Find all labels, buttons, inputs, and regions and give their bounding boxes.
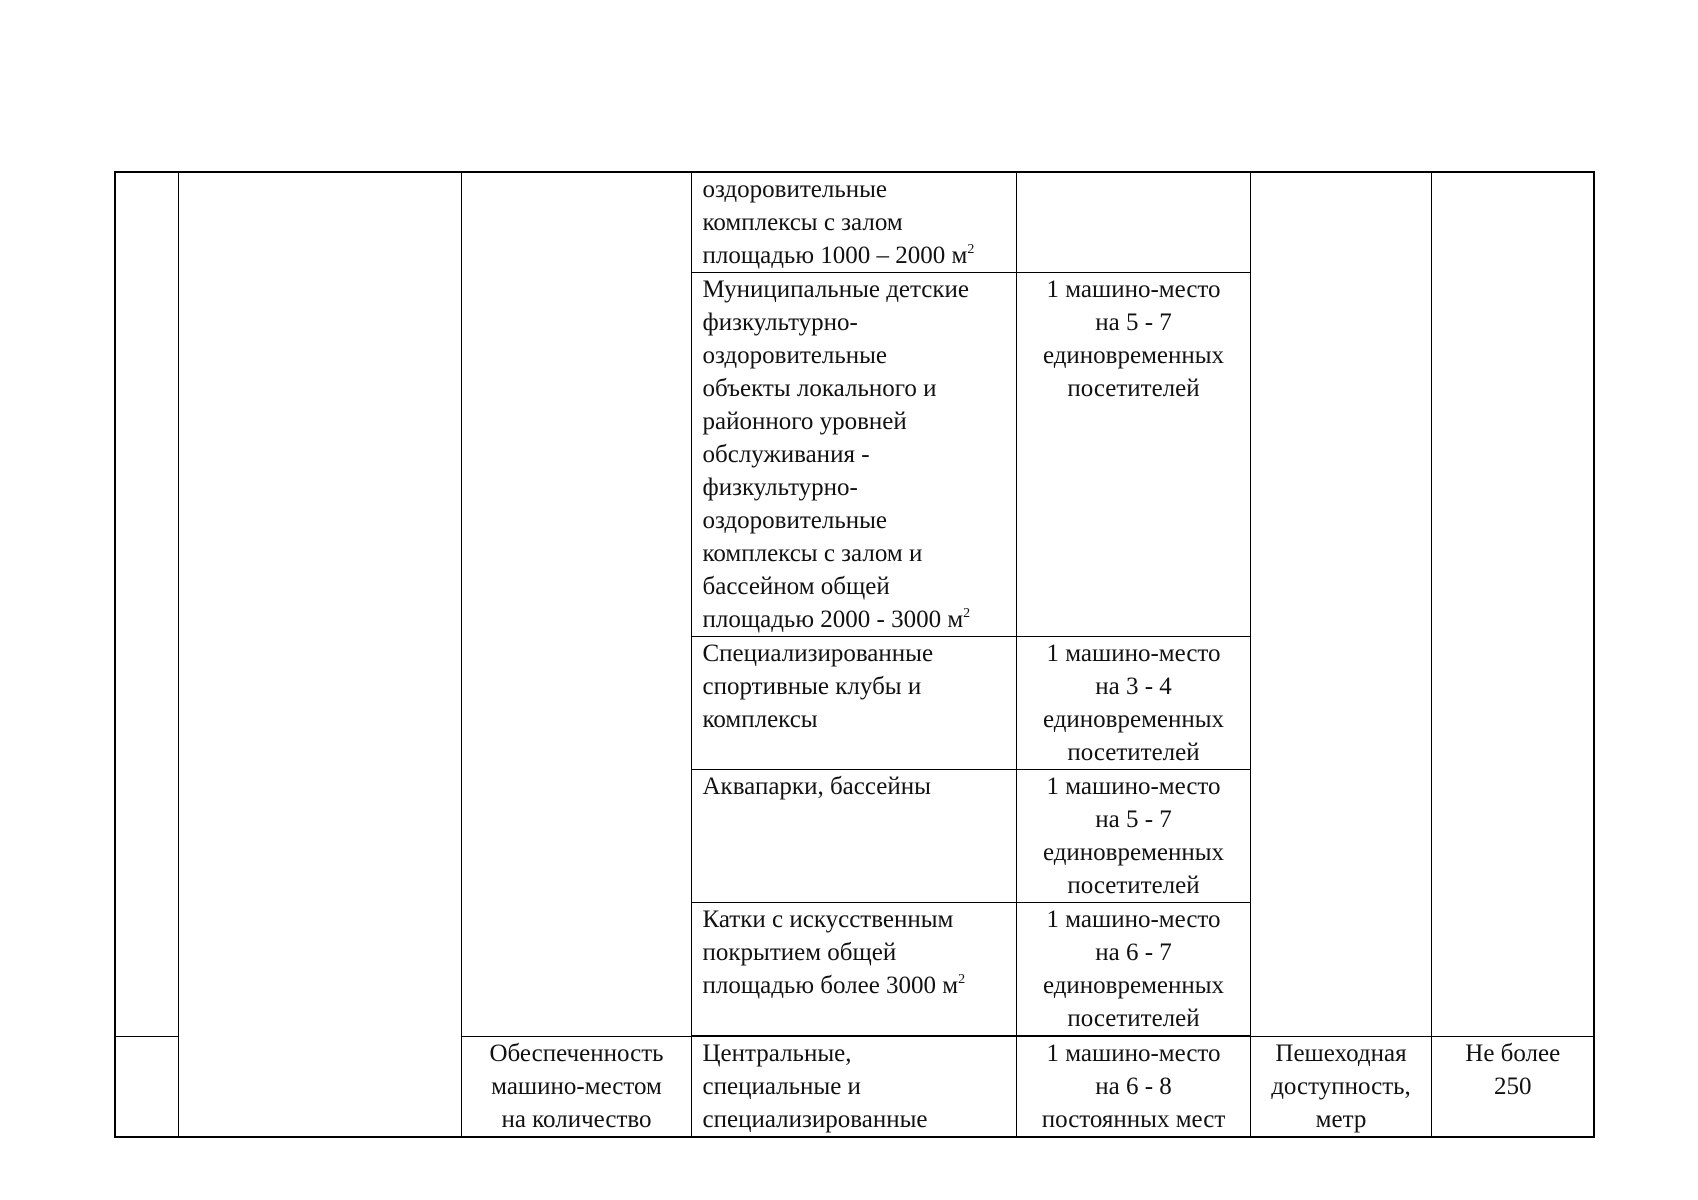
norm-text: 1 машино-место на 5 - 7 единовременных посетителей — [1042, 276, 1225, 402]
norm-text: 1 машино-место на 6 - 8 постоянных мест — [1041, 1040, 1226, 1133]
object-text: Аквапарки, бассейны — [702, 773, 931, 800]
object-cell — [691, 1037, 1016, 1138]
value-cell — [1431, 172, 1594, 1037]
norm-cell — [1016, 172, 1250, 273]
number-cell — [115, 172, 178, 1037]
category-cell — [178, 172, 461, 1137]
norm-cell — [1016, 637, 1250, 770]
indicator-cell — [461, 1037, 691, 1138]
object-cell — [691, 903, 1016, 1036]
unit-cell — [1250, 1037, 1431, 1138]
object-cell — [691, 637, 1016, 770]
object-cell — [691, 770, 1016, 903]
superscript: 2 — [958, 972, 966, 987]
table-row — [115, 172, 1594, 273]
indicator-cell — [461, 172, 691, 1037]
number-cell — [115, 1037, 178, 1138]
parking-norms-table — [114, 171, 1595, 1138]
unit-cell — [1250, 172, 1431, 1037]
norm-text: 1 машино-место на 6 - 7 единовременных посетителей — [1042, 906, 1225, 1032]
superscript: 2 — [967, 242, 975, 257]
object-text: Муниципальные детские физкультурно- оздоровительные объекты локального и районного уровней обслуживания - физкультурно- оздоровительные комплексы с залом и бассейном общей площадью 2000 - 3000 м — [702, 276, 969, 633]
norm-text: 1 машино-место на 3 - 4 единовременных посетителей — [1042, 640, 1225, 766]
norm-cell — [1016, 273, 1250, 637]
object-text: оздоровительные комплексы с залом площадью 1000 – 2000 м — [702, 176, 968, 269]
superscript: 2 — [963, 606, 971, 621]
norm-cell — [1016, 1037, 1250, 1138]
object-cell — [691, 172, 1016, 273]
value-text: Не более 250 — [1465, 1040, 1561, 1100]
object-text: Катки с искусственным покрытием общей площадью более 3000 м — [702, 906, 959, 999]
object-text: Центральные, специальные и специализированные — [702, 1040, 928, 1133]
norm-text: 1 машино-место на 5 - 7 единовременных посетителей — [1042, 773, 1225, 899]
norm-cell — [1016, 903, 1250, 1036]
unit-text: Пешеходная доступность, метр — [1271, 1040, 1411, 1133]
object-text: Специализированные спортивные клубы и комплексы — [702, 640, 934, 733]
value-cell — [1431, 1037, 1594, 1138]
indicator-text: Обеспеченность машино-местом на количество — [489, 1040, 664, 1133]
object-cell — [691, 273, 1016, 637]
norm-cell — [1016, 770, 1250, 903]
